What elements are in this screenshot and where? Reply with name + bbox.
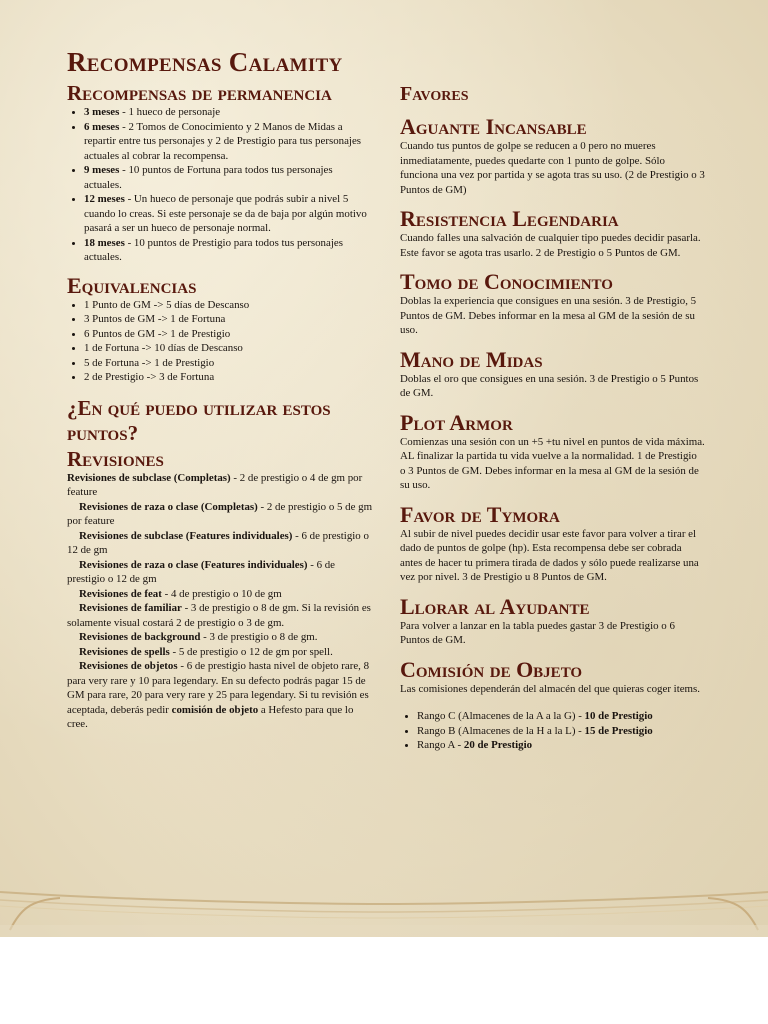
revision-entry: Revisiones de subclase (Features individuales) - 6 de prestigio o 12 de gm bbox=[67, 529, 369, 556]
favor-text: Al subir de nivel puedes decidir usar este favor para volver a tirar el dado de puntos de golpe (hp). Esta recompensa debe ser cobrada antes de hacer tu primera tirada de dados y sólo puede realizarse una vez por nivel. 3 de Prestigio u 8 Puntos de GM. bbox=[400, 527, 699, 583]
favor-title: Favor de Tymora bbox=[400, 501, 560, 527]
revision-entry: Revisiones de feat - 4 de prestigio o 10 de gm bbox=[79, 587, 282, 600]
list-item: • 1 de Fortuna -> 10 días de Descanso bbox=[84, 341, 373, 356]
favor-text: Doblas la experiencia que consigues en una sesión. 3 de Prestigio, 5 Puntos de GM. Debes informar en la mesa al GM de la sesión de su uso. bbox=[400, 295, 697, 336]
favor-llorar bbox=[400, 595, 705, 648]
revision-entry: Revisiones de objetos - 6 de prestigio hasta nivel de objeto rare, 8 para very rare y 10 para legendary. En su defecto podrás pagar 15 de GM para rare, 20 para very rare y 25 para legendary. Si tu revisión es aceptada, deberás pedir comisión de objeto a Hefesto para que lo cree. bbox=[67, 660, 370, 730]
heading-permanencia: Recompensas de permanencia bbox=[67, 81, 332, 105]
favor-comision bbox=[400, 658, 705, 697]
comision-list bbox=[400, 709, 705, 753]
favor-tomo bbox=[400, 270, 705, 338]
favor-title: Resistencia Legendaria bbox=[400, 206, 619, 231]
list-item: • 12 meses - Un hueco de personaje que podrás subir a nivel 5 cuando lo creas. Si este personaje se da de baja por algún motivo pasará a ser un hueco de personaje normal. bbox=[84, 192, 373, 236]
revision-entry: Revisiones de spells - 5 de prestigio o 12 de gm por spell. bbox=[79, 645, 333, 658]
list-item: • 2 de Prestigio -> 3 de Fortuna bbox=[84, 370, 373, 385]
favor-title: Comisión de Objeto bbox=[400, 656, 583, 682]
revisiones-section bbox=[67, 471, 373, 732]
favor-text: Cuando falles una salvación de cualquier tipo puedes decidir pasarla. Este favor se agota tras usarlo. 2 de Prestigio o 5 Puntos de GM. bbox=[400, 232, 701, 259]
revision-entry: Revisiones de subclase (Completas) - 2 de prestigio o 4 de gm por feature bbox=[67, 471, 363, 498]
revision-entry: Revisiones de familiar - 3 de prestigio o 8 de gm. Si la revisión es solamente visual costará 2 de prestigio o 3 de gm. bbox=[67, 602, 371, 629]
favor-title: Tomo de Conocimiento bbox=[400, 269, 613, 294]
left-column bbox=[67, 82, 373, 732]
heading-uso: ¿En qué puedo utilizar estos puntos? bbox=[67, 395, 331, 445]
revision-entry: Revisiones de raza o clase (Features individuales) - 6 de prestigio o 12 de gm bbox=[67, 558, 336, 585]
favor-title: Aguante Incansable bbox=[400, 114, 587, 139]
list-item: • Rango A - 20 de Prestigio bbox=[417, 738, 705, 753]
right-column bbox=[400, 82, 705, 753]
revision-entry: Revisiones de background - 3 de prestigio o 8 de gm. bbox=[79, 631, 318, 643]
heading-revisiones: Revisiones bbox=[67, 446, 164, 471]
list-item: • 5 de Fortuna -> 1 de Prestigio bbox=[84, 356, 373, 371]
favor-aguante bbox=[400, 115, 705, 197]
list-item: • Rango B (Almacenes de la H a la L) - 15 de Prestigio bbox=[417, 724, 705, 739]
favor-title: Plot Armor bbox=[400, 409, 513, 435]
footer-ornament bbox=[0, 870, 768, 937]
favor-text: Las comisiones dependerán del almacén del que quieras coger items. bbox=[400, 682, 700, 695]
page-title: Recompensas Calamity bbox=[67, 47, 343, 77]
permanencia-list bbox=[67, 105, 373, 265]
list-item: • 6 Puntos de GM -> 1 de Prestigio bbox=[84, 327, 373, 342]
favor-resistencia bbox=[400, 207, 705, 260]
favor-plot-armor bbox=[400, 411, 705, 493]
favor-text: Para volver a lanzar en la tabla puedes gastar 3 de Prestigio o 6 Puntos de GM. bbox=[400, 619, 675, 646]
list-item: • 1 Punto de GM -> 5 días de Descanso bbox=[84, 298, 373, 313]
favor-text: Doblas el oro que consigues en una sesión. 3 de Prestigio o 5 Puntos de GM. bbox=[400, 372, 699, 399]
list-item: • 3 meses - 1 hueco de personaje bbox=[84, 105, 373, 120]
list-item: • 18 meses - 10 puntos de Prestigio para todos tus personajes actuales. bbox=[84, 236, 373, 265]
list-item: • 6 meses - 2 Tomos de Conocimiento y 2 Manos de Midas a repartir entre tus personajes y 2 de Prestigio para tus personajes actuales al cobrar la recompensa. bbox=[84, 120, 373, 164]
list-item: • 3 Puntos de GM -> 1 de Fortuna bbox=[84, 312, 373, 327]
list-item: • Rango C (Almacenes de la A a la G) - 10 de Prestigio bbox=[417, 709, 705, 724]
favor-title: Mano de Midas bbox=[400, 346, 543, 372]
list-item: • 9 meses - 10 puntos de Fortuna para todos tus personajes actuales. bbox=[84, 163, 373, 192]
heading-favores: Favores bbox=[400, 83, 469, 105]
favor-midas bbox=[400, 348, 705, 401]
favor-tymora bbox=[400, 503, 705, 585]
favor-text: Cuando tus puntos de golpe se reducen a 0 pero no mueres inmediatamente, puedes quedarte con 1 punto de golpe. Sólo funciona una vez por partida y se agota tras su uso. (2 de Prestigio o 3 Puntos de GM) bbox=[400, 140, 705, 196]
favor-text: Comienzas una sesión con un +5 +tu nivel en puntos de vida máxima. AL finalizar la partida tu vida vuelve a la normalidad. 1 de Prestigio o 3 Puntos de GM. Debes informar en la mesa al GM de la sesión de su uso. bbox=[400, 435, 705, 491]
equivalencias-list bbox=[67, 298, 373, 385]
heading-equivalencias: Equivalencias bbox=[67, 272, 197, 298]
favor-title: Llorar al Ayudante bbox=[400, 593, 590, 619]
revision-entry: Revisiones de raza o clase (Completas) - 2 de prestigio o 5 de gm por feature bbox=[67, 500, 373, 527]
